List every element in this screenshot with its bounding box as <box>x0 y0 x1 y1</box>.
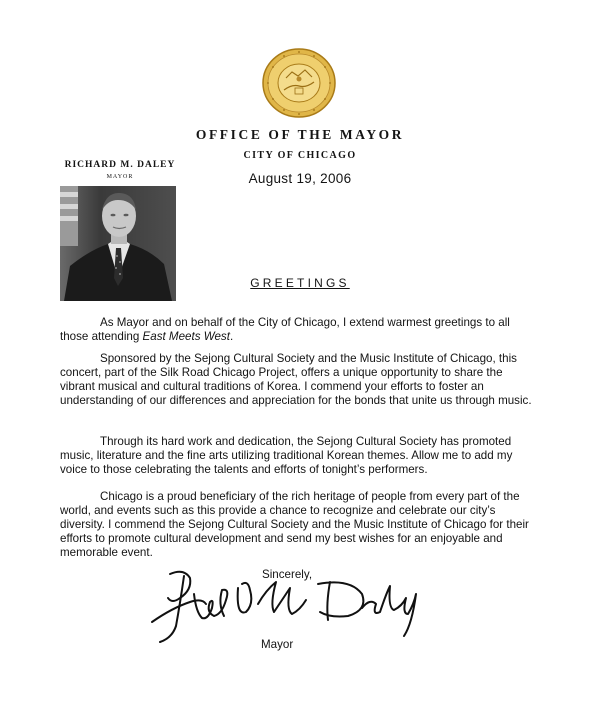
letter-paragraph-3 <box>60 435 540 477</box>
mayor-name: RICHARD M. DALEY <box>64 160 176 170</box>
city-seal-icon <box>262 48 336 118</box>
closing-sincerely: Sincerely, <box>262 568 313 581</box>
paragraph-4-text: Chicago is a proud beneficiary of the rich heritage of people from every part of the world, and events such as this provide a chance to recognize and celebrate our city’s diversity. I commend the Sejong Cultural Society and the Music Institute of Chicago for their efforts to promote cultural development and send my best wishes for an enjoyable and memorable event. <box>60 490 529 559</box>
mayor-signature <box>150 564 420 648</box>
letter-paragraph-2 <box>60 352 540 408</box>
paragraph-1-end: . <box>229 330 234 343</box>
event-title: East Meets West <box>142 330 230 343</box>
paragraph-1-text: As Mayor and on behalf of the City of Chicago, I extend warmest greetings to all those attending <box>60 316 510 343</box>
office-heading: OFFICE OF THE MAYOR <box>195 127 405 142</box>
signoff-title: Mayor <box>261 638 294 651</box>
paragraph-3-text: Through its hard work and dedication, the Sejong Cultural Society has promoted music, literature and the fine arts utilizing traditional Korean themes. Allow me to add my voice to those celebrating the talents and efforts of tonight’s performers. <box>60 435 513 476</box>
letter-date: August 19, 2006 <box>248 171 352 186</box>
letter-paragraph-4 <box>60 490 540 560</box>
letter-paragraph-1 <box>60 316 540 344</box>
greetings-heading: GREETINGS <box>250 276 350 290</box>
mayor-title: MAYOR <box>106 174 134 180</box>
city-subheading: CITY OF CHICAGO <box>243 150 357 161</box>
paragraph-2-text: Sponsored by the Sejong Cultural Society and the Music Institute of Chicago, this concert, part of the Silk Road Chicago Project, offers a unique opportunity to share the vibrant musical and cultural traditions of Korea. I commend your efforts to foster an understanding of our differences and appreciation for the bonds that unite us through music. <box>60 352 532 407</box>
